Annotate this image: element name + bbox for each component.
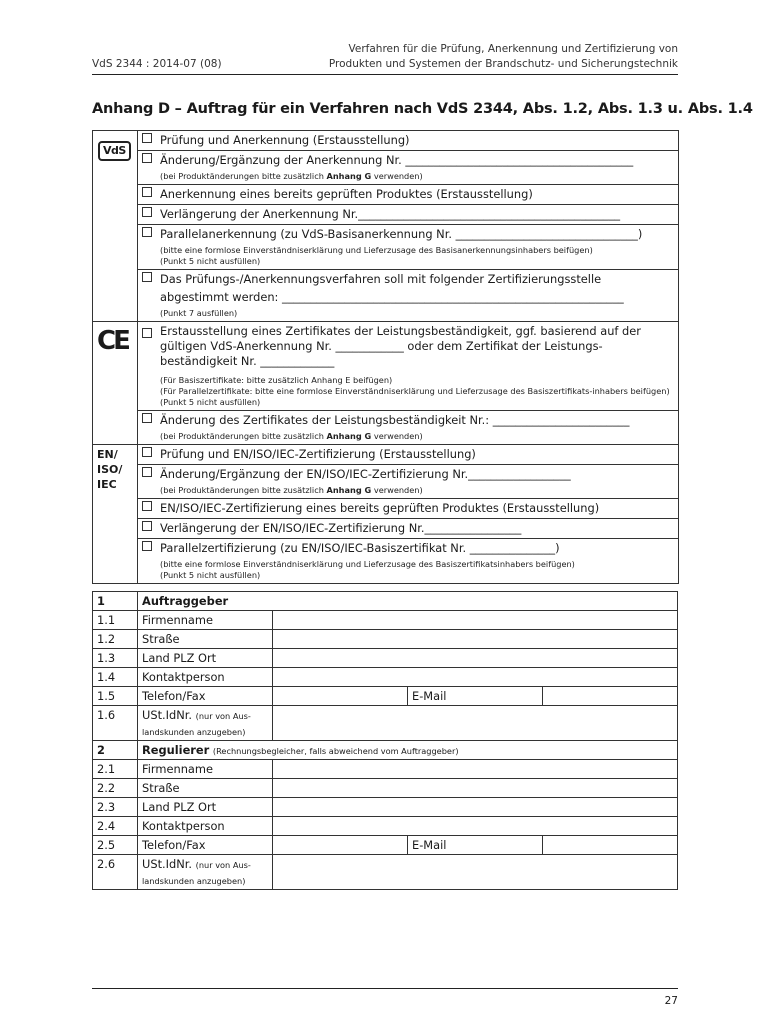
- field-number: 1.5: [93, 687, 138, 706]
- checkbox[interactable]: [142, 521, 152, 531]
- checkbox[interactable]: [142, 133, 152, 143]
- email-input[interactable]: [543, 836, 678, 855]
- ce-section: [93, 322, 679, 445]
- vds-section: [93, 131, 679, 322]
- option-note: (Punkt 7 ausfüllen): [160, 308, 238, 318]
- field-row: [93, 649, 678, 668]
- header-rule: [92, 74, 678, 75]
- en-iso-iec-section: [93, 445, 679, 584]
- email-label: E-Mail: [408, 836, 543, 855]
- option-text: Änderung/Ergänzung der EN/ISO/IEC-Zertifizierung Nr.__________________: [160, 467, 571, 481]
- field-label: Land PLZ Ort: [138, 798, 273, 817]
- vat-id-label: USt.IdNr.: [142, 857, 193, 871]
- field-row: [93, 687, 678, 706]
- field-number: 2.2: [93, 779, 138, 798]
- field-label: Kontaktperson: [138, 817, 273, 836]
- checkbox[interactable]: [142, 207, 152, 217]
- field-row: [93, 611, 678, 630]
- section-number: 2: [93, 741, 138, 760]
- option-line: [138, 131, 678, 151]
- option-line: [138, 519, 678, 539]
- option-line: [138, 225, 678, 270]
- phone-fax-input[interactable]: [273, 687, 408, 706]
- option-text: Anerkennung eines bereits geprüften Produktes (Erstausstellung): [160, 187, 533, 201]
- option-line: [138, 151, 678, 185]
- option-note: (Für Basiszertifikate: bitte zusätzlich Anhang E beifügen): [160, 375, 393, 385]
- checkbox[interactable]: [142, 541, 152, 551]
- ce-mark-logo: CE: [97, 326, 128, 356]
- street-input[interactable]: [273, 630, 678, 649]
- checkbox[interactable]: [142, 153, 152, 163]
- field-label: Firmenname: [138, 611, 273, 630]
- option-note: (Punkt 5 nicht ausfüllen): [160, 570, 261, 580]
- option-text: Prüfung und Anerkennung (Erstausstellung): [160, 133, 410, 147]
- field-row: [93, 798, 678, 817]
- field-number: 2.1: [93, 760, 138, 779]
- vat-id-input[interactable]: [273, 855, 678, 890]
- option-line: [138, 499, 678, 519]
- option-text: Änderung/Ergänzung der Anerkennung Nr. ________________________________________: [160, 153, 634, 167]
- section-subtitle: (Rechnungsbegleicher, falls abweichend vom Auftraggeber): [212, 746, 459, 756]
- field-row: [93, 836, 678, 855]
- company-name-input[interactable]: [273, 760, 678, 779]
- page-number: 27: [664, 995, 678, 1007]
- email-label: E-Mail: [408, 687, 543, 706]
- field-label: Telefon/Fax: [138, 836, 273, 855]
- field-row: [93, 630, 678, 649]
- header-title: [258, 42, 678, 72]
- field-row: [93, 855, 678, 890]
- page-title: Anhang D – Auftrag für ein Verfahren nach VdS 2344, Abs. 1.2, Abs. 1.3 u. Abs. 1.4: [92, 101, 753, 117]
- vat-id-input[interactable]: [273, 706, 678, 741]
- footer-rule: [92, 988, 678, 989]
- field-number: 2.4: [93, 817, 138, 836]
- field-label: Straße: [138, 630, 273, 649]
- option-line: [138, 465, 678, 499]
- option-note: (bei Produktänderungen bitte zusätzlich Anhang G verwenden): [160, 171, 423, 181]
- option-text: Parallelzertifizierung (zu EN/ISO/IEC-Basiszertifikat Nr. _______________): [160, 541, 560, 555]
- option-text: EN/ISO/IEC-Zertifizierung eines bereits geprüften Produktes (Erstausstellung): [160, 501, 600, 515]
- field-label: Straße: [138, 779, 273, 798]
- option-line: [138, 539, 678, 583]
- field-row: [93, 779, 678, 798]
- country-zip-city-input[interactable]: [273, 649, 678, 668]
- option-line: [138, 270, 678, 321]
- checkbox[interactable]: [142, 467, 152, 477]
- field-number: 2.6: [93, 855, 138, 890]
- field-number: 1.6: [93, 706, 138, 741]
- field-label: Land PLZ Ort: [138, 649, 273, 668]
- country-zip-city-input[interactable]: [273, 798, 678, 817]
- field-label: Kontaktperson: [138, 668, 273, 687]
- option-note: (Für Parallelzertifikate: bitte eine formlose Einverständniserklärung und Lieferzusage des Basiszertifikats-inhabers beifügen) (Punkt 5 nicht ausfüllen): [160, 386, 670, 407]
- section-1-header: [93, 592, 678, 611]
- header-title-line-1: Verfahren für die Prüfung, Anerkennung und Zertifizierung von: [348, 43, 678, 55]
- option-line: [138, 322, 678, 411]
- field-number: 1.3: [93, 649, 138, 668]
- option-note: (bitte eine formlose Einverständniserklärung und Lieferzusage des Basiszertifikatsinhabers beifügen): [160, 559, 575, 569]
- checkbox[interactable]: [142, 447, 152, 457]
- checkbox[interactable]: [142, 227, 152, 237]
- field-label: [138, 706, 273, 741]
- street-input[interactable]: [273, 779, 678, 798]
- option-text: Parallelanerkennung (zu VdS-Basisanerkennung Nr. ________________________________): [160, 227, 643, 241]
- header-title-line-2: Produkten und Systemen der Brandschutz- und Sicherungstechnik: [328, 58, 678, 70]
- option-text-continued: abgestimmt werden: ____________________________________________________________: [160, 290, 624, 304]
- field-number: 1.2: [93, 630, 138, 649]
- en-iso-iec-label: EN/ ISO/ IEC: [97, 448, 123, 491]
- field-label: [138, 855, 273, 890]
- option-text: Das Prüfungs-/Anerkennungsverfahren soll mit folgender Zertifizierungsstelle: [160, 272, 602, 286]
- option-note: (Punkt 5 nicht ausfüllen): [160, 256, 261, 266]
- contact-person-input[interactable]: [273, 817, 678, 836]
- option-text: Prüfung und EN/ISO/IEC-Zertifizierung (Erstausstellung): [160, 447, 476, 461]
- field-label: Firmenname: [138, 760, 273, 779]
- phone-fax-input[interactable]: [273, 836, 408, 855]
- checkbox[interactable]: [142, 413, 152, 423]
- checkbox[interactable]: [142, 501, 152, 511]
- field-label: Telefon/Fax: [138, 687, 273, 706]
- field-number: 2.5: [93, 836, 138, 855]
- option-text: Erstausstellung eines Zertifikates der Leistungsbeständigkeit, ggf. basierend auf der gültigen VdS-Anerkennung Nr. ____________ oder dem Zertifikat der Leistungs-beständigkeit Nr. _____________: [160, 324, 641, 368]
- document-reference: VdS 2344 : 2014-07 (08): [92, 58, 222, 70]
- vat-id-note: (nur von Aus-landskunden anzugeben): [142, 860, 251, 886]
- company-name-input[interactable]: [273, 611, 678, 630]
- option-text: Verlängerung der EN/ISO/IEC-Zertifizierung Nr._________________: [160, 521, 522, 535]
- field-row: [93, 817, 678, 836]
- field-number: 2.3: [93, 798, 138, 817]
- checkbox[interactable]: [142, 272, 152, 282]
- option-note: (bei Produktänderungen bitte zusätzlich Anhang G verwenden): [160, 431, 423, 441]
- checkbox[interactable]: [142, 187, 152, 197]
- option-note: (bei Produktänderungen bitte zusätzlich Anhang G verwenden): [160, 485, 423, 495]
- field-number: 1.4: [93, 668, 138, 687]
- section-number: 1: [93, 592, 138, 611]
- vat-id-note: (nur von Aus-landskunden anzugeben): [142, 711, 251, 737]
- option-line: [138, 445, 678, 465]
- vat-id-label: USt.IdNr.: [142, 708, 193, 722]
- email-input[interactable]: [543, 687, 678, 706]
- option-text: Änderung des Zertifikates der Leistungsbeständigkeit Nr.: ________________________: [160, 413, 630, 427]
- contact-person-input[interactable]: [273, 668, 678, 687]
- option-line: [138, 205, 678, 225]
- field-row: [93, 760, 678, 779]
- option-text: Verlängerung der Anerkennung Nr.______________________________________________: [160, 207, 621, 221]
- field-row: [93, 706, 678, 741]
- section-2-header: [93, 741, 678, 760]
- checkbox[interactable]: [142, 328, 152, 338]
- field-number: 1.1: [93, 611, 138, 630]
- vds-logo: VdS: [98, 141, 131, 161]
- field-row: [93, 668, 678, 687]
- option-line: [138, 411, 678, 444]
- option-note: (bitte eine formlose Einverständniserklärung und Lieferzusage des Basisanerkennungsinhabers beifügen): [160, 245, 593, 255]
- procedure-options-table: [92, 130, 679, 584]
- party-details-table: [92, 591, 678, 890]
- option-line: [138, 185, 678, 205]
- section-title: Regulierer (Rechnungsbegleicher, falls abweichend vom Auftraggeber): [138, 741, 678, 760]
- section-title: Auftraggeber: [138, 592, 678, 611]
